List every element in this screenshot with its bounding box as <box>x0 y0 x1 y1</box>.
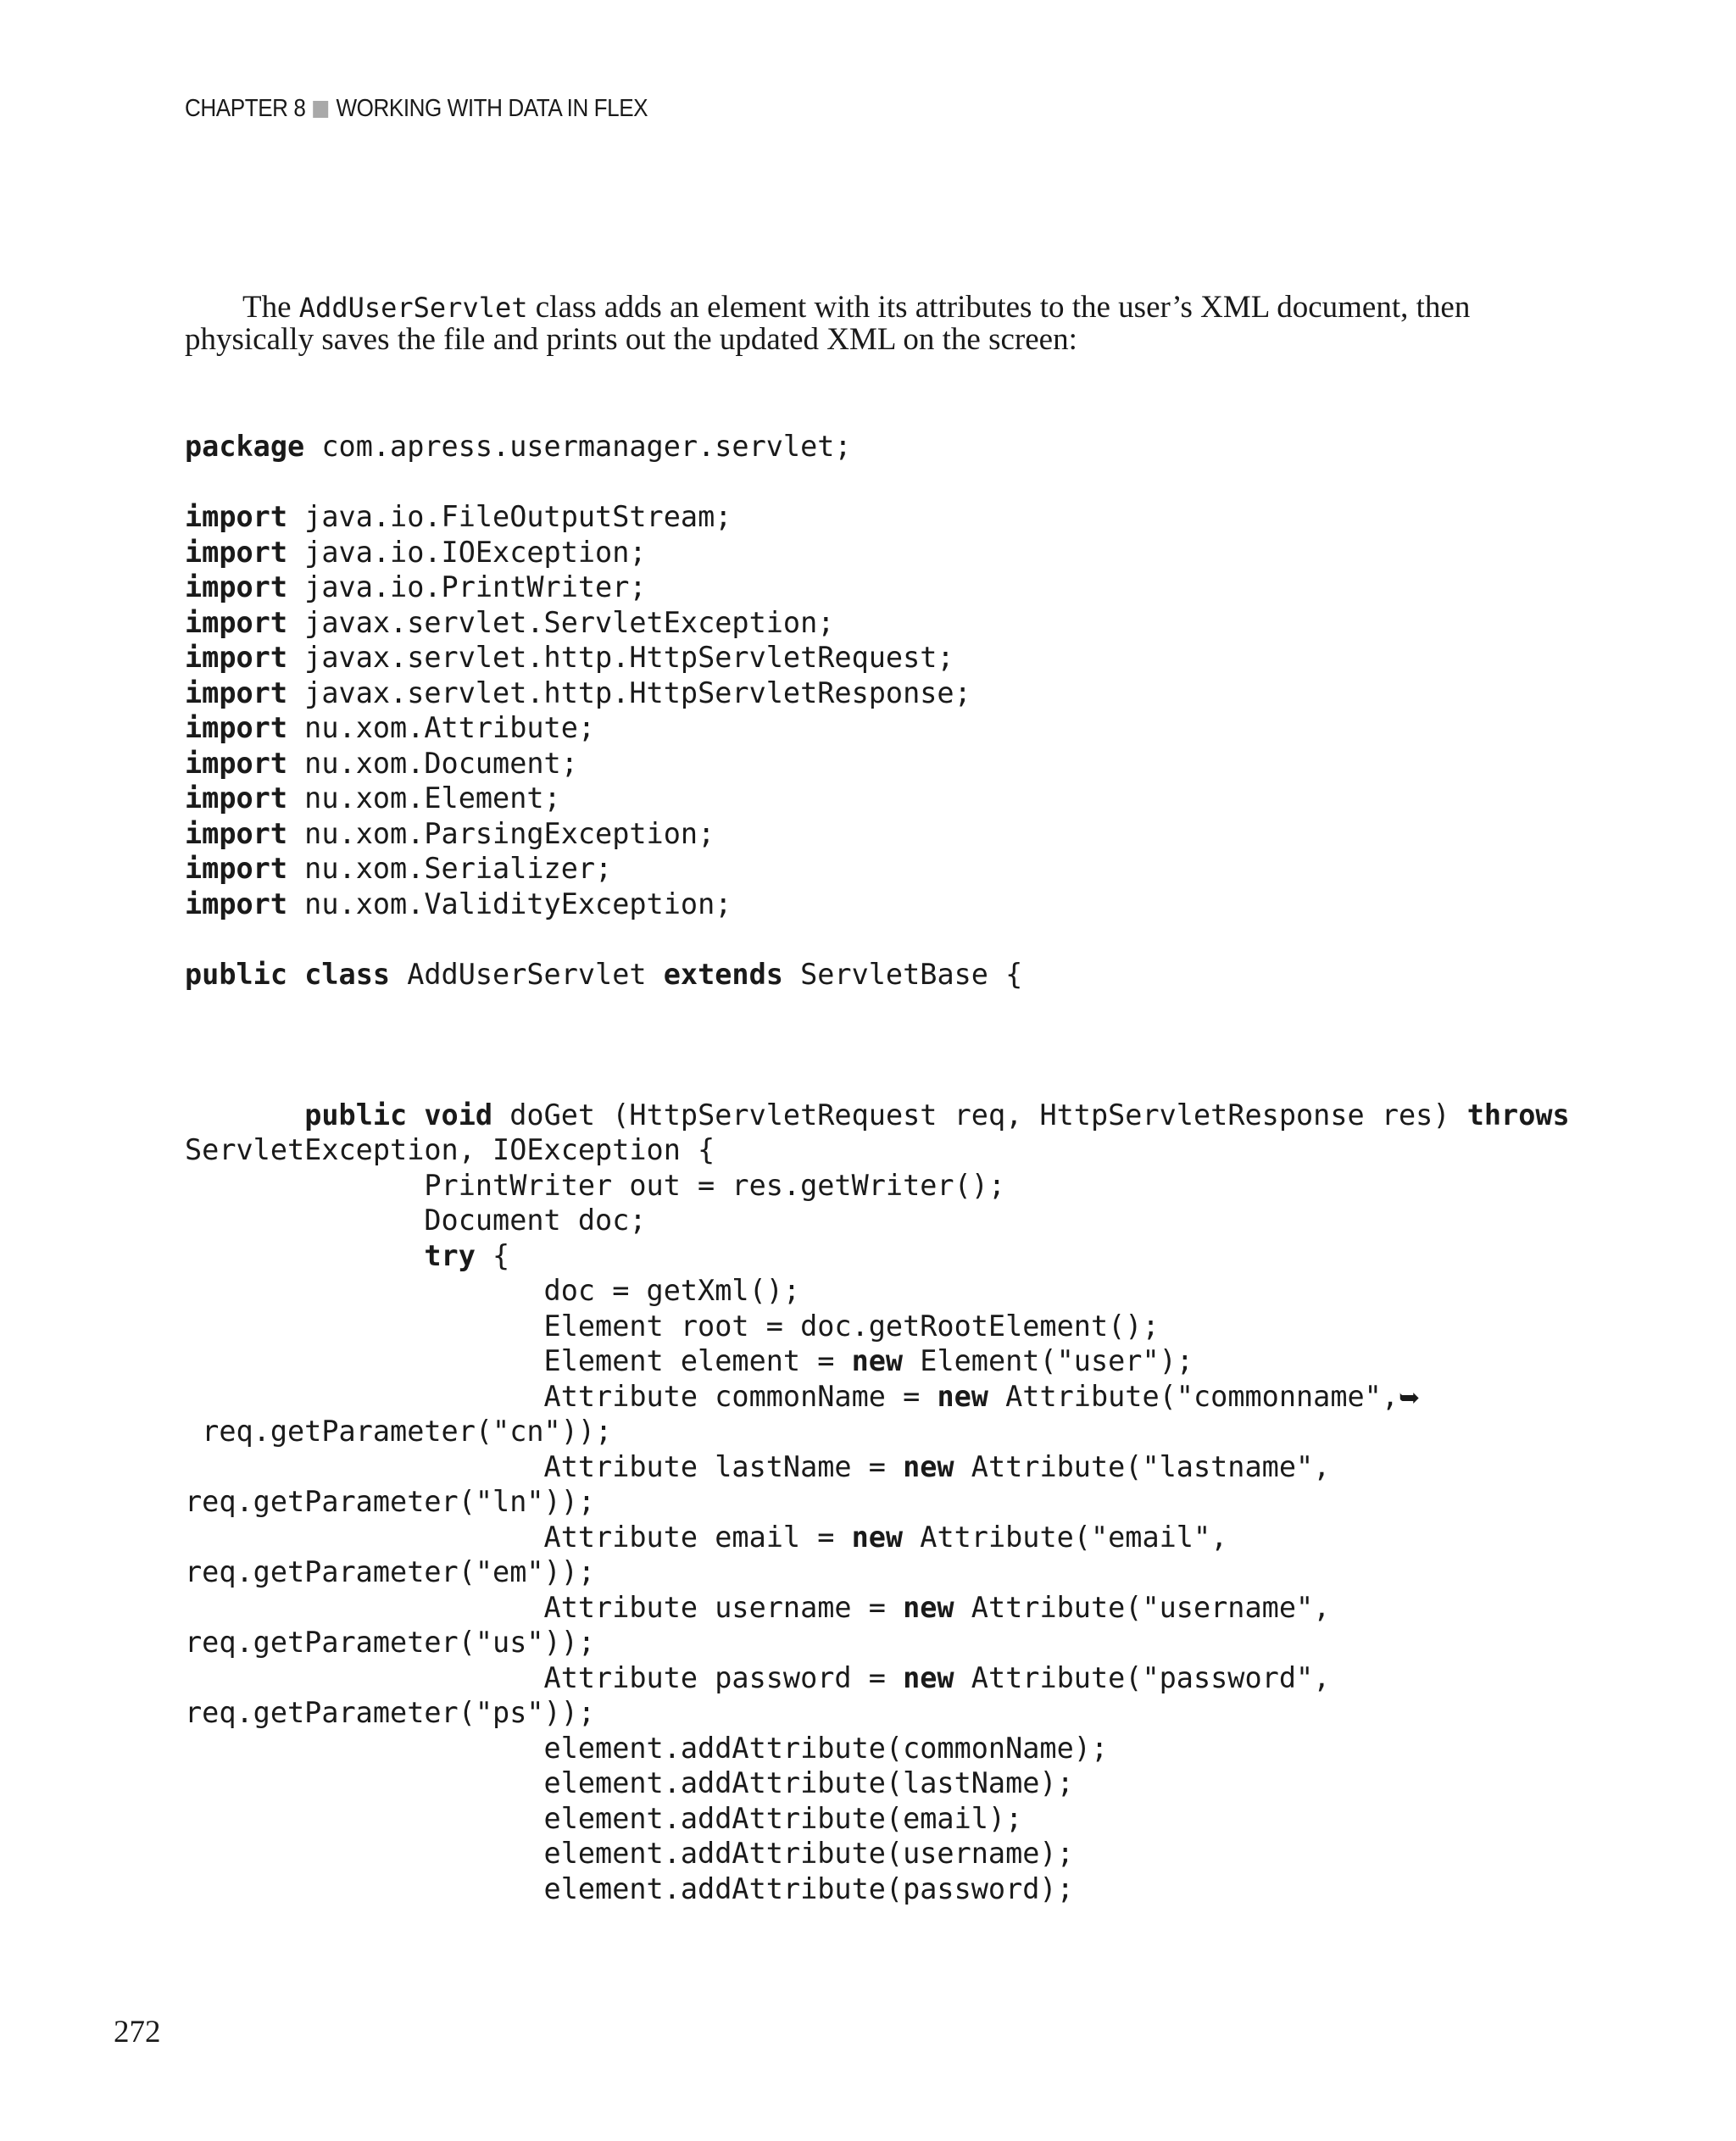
code-text: com.apress.usermanager.servlet; <box>304 430 852 463</box>
code-line: req.getParameter("cn")); <box>185 1415 613 1448</box>
code-line <box>185 1660 1570 1696</box>
blank-lines <box>185 992 1570 1098</box>
code-line: element.addAttribute(username); <box>185 1837 1074 1870</box>
code-text: ServletBase { <box>782 957 1023 991</box>
code-text: Attribute lastName = <box>185 1449 904 1483</box>
chapter-title: WORKING WITH DATA IN FLEX <box>336 95 648 122</box>
code-line <box>185 640 1570 676</box>
inline-code-class-name: AddUserServlet <box>298 292 528 324</box>
intro-text: class adds an element with its attributes to the user’s XML document, then <box>527 290 1471 325</box>
code-line: req.getParameter("us")); <box>185 1626 596 1659</box>
code-line <box>185 535 1570 570</box>
code-line: ServletException, IOException { <box>185 1133 715 1166</box>
code-line <box>185 816 1570 852</box>
code-text: Element("user"); <box>903 1344 1194 1377</box>
keyword: import <box>185 816 288 850</box>
keyword: public <box>304 1098 408 1132</box>
keyword: import <box>185 535 288 569</box>
code-line <box>185 710 1570 746</box>
code-line <box>185 605 1570 641</box>
code-text: nu.xom.ParsingException; <box>287 816 715 850</box>
intro-text: The <box>242 290 299 325</box>
code-line <box>185 1238 1570 1274</box>
code-line <box>185 1590 1570 1626</box>
code-line <box>185 570 1570 605</box>
intro-line-2: physically saves the file and prints out the updated XML on the screen: <box>185 322 1077 357</box>
code-text: Attribute username = <box>185 1590 904 1624</box>
keyword: public <box>185 957 288 991</box>
code-text: java.io.FileOutputStream; <box>287 500 732 533</box>
code-line: element.addAttribute(password); <box>185 1871 1074 1905</box>
keyword: new <box>903 1449 954 1483</box>
keyword: new <box>851 1520 904 1554</box>
code-text: javax.servlet.ServletException; <box>287 605 835 639</box>
code-line: Document doc; <box>185 1204 647 1237</box>
keyword: import <box>185 746 288 780</box>
code-line <box>185 957 1570 993</box>
code-line <box>185 1343 1570 1379</box>
keyword: try <box>424 1238 476 1272</box>
code-line <box>185 887 1570 922</box>
keyword: new <box>903 1660 954 1694</box>
code-text: { <box>475 1238 510 1272</box>
code-line <box>185 1098 1570 1133</box>
keyword: import <box>185 852 288 885</box>
code-text: Attribute("password", <box>954 1660 1331 1694</box>
keyword: import <box>185 781 288 815</box>
code-line <box>185 1449 1570 1485</box>
code-text: Attribute("lastname", <box>954 1449 1331 1483</box>
intro-paragraph <box>185 292 1507 355</box>
blank-line <box>185 464 1570 500</box>
keyword: new <box>851 1344 904 1377</box>
keyword: extends <box>663 957 783 991</box>
code-text: Attribute("email", <box>903 1520 1228 1554</box>
chapter-label: CHAPTER 8 <box>185 95 306 122</box>
code-text: AddUserServlet <box>390 957 664 991</box>
code-line <box>185 1379 1570 1415</box>
code-text: Attribute("username", <box>954 1590 1331 1624</box>
code-line: Element root = doc.getRootElement(); <box>185 1309 1160 1343</box>
code-line <box>185 1520 1570 1555</box>
keyword: new <box>937 1379 988 1413</box>
code-line <box>185 499 1570 535</box>
code-text: nu.xom.Element; <box>287 781 561 815</box>
code-line: element.addAttribute(lastName); <box>185 1766 1074 1799</box>
code-line <box>185 851 1570 887</box>
code-line: PrintWriter out = res.getWriter(); <box>185 1168 1006 1202</box>
keyword: import <box>185 676 288 709</box>
indent <box>185 1239 424 1272</box>
code-line <box>185 781 1570 816</box>
code-line: req.getParameter("ln")); <box>185 1485 596 1518</box>
code-text: Attribute commonName = <box>185 1379 938 1413</box>
code-text: javax.servlet.http.HttpServletResponse; <box>287 676 971 709</box>
code-text: java.io.PrintWriter; <box>287 570 647 603</box>
code-line: doc = getXml(); <box>185 1274 801 1307</box>
code-listing <box>185 429 1570 1906</box>
keyword: class <box>304 957 391 991</box>
code-line: element.addAttribute(email); <box>185 1801 1023 1835</box>
code-line <box>185 429 1570 464</box>
keyword: package <box>185 430 305 463</box>
indent <box>185 1098 304 1132</box>
code-text: Attribute password = <box>185 1660 904 1694</box>
code-line: element.addAttribute(commonName); <box>185 1731 1109 1765</box>
code-line <box>185 676 1570 711</box>
code-text: java.io.IOException; <box>287 535 647 569</box>
code-text: javax.servlet.http.HttpServletRequest; <box>287 641 954 674</box>
code-text: Attribute("commonname", <box>988 1379 1399 1413</box>
code-text: nu.xom.Attribute; <box>287 711 596 744</box>
blank-line <box>185 921 1570 957</box>
code-text: Attribute email = <box>185 1520 852 1554</box>
code-text: doGet (HttpServletRequest req, HttpServletResponse res) <box>492 1098 1467 1132</box>
code-text: nu.xom.Serializer; <box>287 852 613 885</box>
running-head <box>185 95 648 123</box>
code-text: nu.xom.Document; <box>287 746 578 780</box>
code-text: nu.xom.ValidityException; <box>287 887 732 920</box>
keyword: import <box>185 500 288 533</box>
code-line <box>185 746 1570 781</box>
keyword: import <box>185 605 288 639</box>
keyword: import <box>185 887 288 920</box>
code-text: Element element = <box>185 1344 852 1377</box>
page-number: 272 <box>114 2015 161 2049</box>
code-line: req.getParameter("em")); <box>185 1555 596 1588</box>
keyword: void <box>424 1098 493 1132</box>
keyword: import <box>185 570 288 603</box>
keyword: import <box>185 641 288 674</box>
intro-line-1 <box>185 292 1507 324</box>
code-line: req.getParameter("ps")); <box>185 1696 596 1729</box>
line-continuation-arrow-icon: ➥ <box>1399 1382 1421 1413</box>
keyword: import <box>185 711 288 744</box>
square-bullet-icon <box>313 101 328 118</box>
keyword: new <box>903 1590 954 1624</box>
keyword: throws <box>1466 1098 1570 1132</box>
